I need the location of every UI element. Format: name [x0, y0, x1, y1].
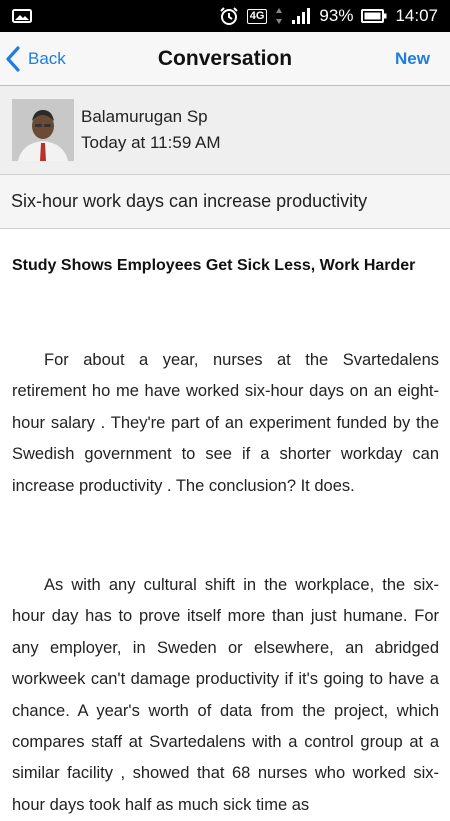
back-button[interactable] — [0, 46, 66, 72]
new-button[interactable]: New — [395, 48, 430, 68]
battery-percentage: 93% — [319, 6, 354, 25]
chevron-left-icon — [6, 46, 28, 72]
gallery-notification-icon — [12, 8, 32, 24]
network-type-badge: 4G — [247, 9, 268, 24]
sender-name: Balamurugan Sp — [81, 107, 208, 126]
body-paragraph: For about a year, nurses at the Svartedalens retirement ho me have worked six-hour days on an eight-hour salary . They're part of an experiment funded by the Swedish government to see if a shorter workday can increase productivity . The conclusion? It does. — [12, 351, 439, 495]
signal-strength-icon — [291, 7, 311, 25]
message-header — [0, 86, 450, 175]
message-body — [0, 230, 450, 814]
clock: 14:07 — [395, 6, 438, 25]
message-timestamp: Today at 11:59 AM — [81, 133, 221, 152]
avatar[interactable] — [12, 99, 74, 161]
battery-icon — [361, 8, 387, 24]
navigation-bar — [0, 32, 450, 86]
alarm-icon — [219, 6, 239, 26]
article-headline: Study Shows Employees Get Sick Less, Work Harder — [12, 257, 416, 274]
page-title: Conversation — [157, 46, 293, 70]
message-subject: Six-hour work days can increase productivity — [0, 175, 450, 229]
sender-info — [81, 104, 221, 156]
data-transfer-icon — [275, 7, 283, 25]
status-bar — [0, 0, 450, 32]
body-paragraph: As with any cultural shift in the workplace, the six-hour day has to prove itself more than just humane. For any employer, in Sweden or elsewhere, an abridged workweek can't damage productivity if it's going to have a chance. A year's worth of data from the project, which compares staff at Svartedalens with a control group at a similar facility , showed that 68 nurses who worked six-hour days took half as much sick time as — [12, 576, 439, 814]
back-label: Back — [28, 48, 66, 68]
